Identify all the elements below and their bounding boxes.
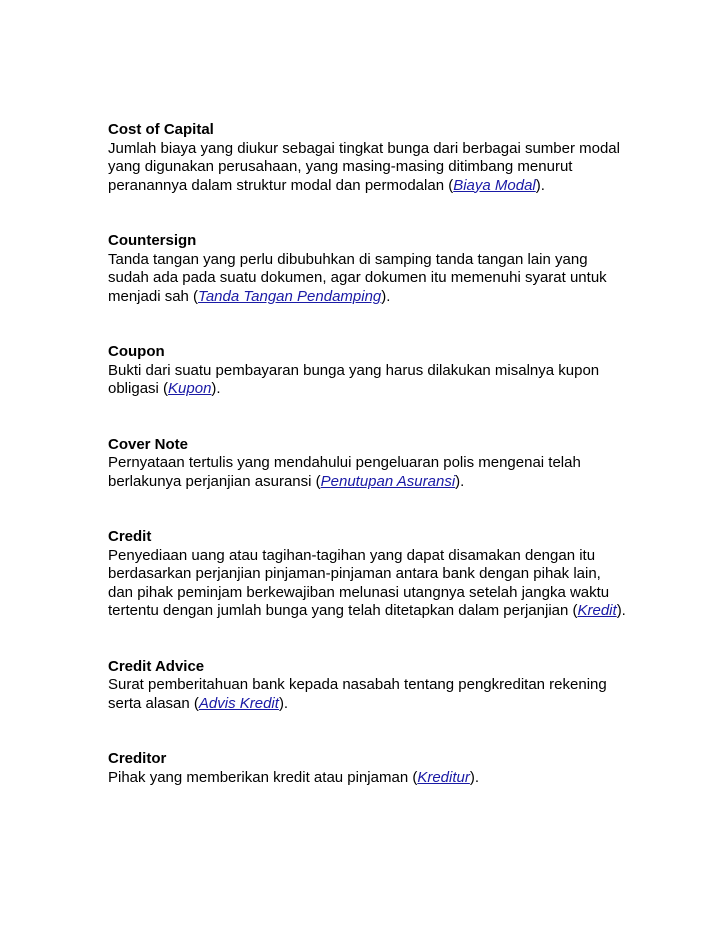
definition-suffix: ). [469,768,480,786]
glossary-entry-credit-advice [108,658,628,714]
entry-term: Coupon [108,343,165,360]
glossary-entry-cover-note [108,436,628,492]
translation-link[interactable]: Biaya Modal [453,176,536,194]
entry-term: Creditor [108,750,167,767]
entry-definition [108,362,628,399]
definition-suffix: ). [616,602,626,619]
definition-text: Surat pemberitahuan bank kepada nasabah tentang pengkreditan rekening serta alasan ( [108,676,607,712]
definition-text: Penyediaan uang atau tagihan-tagihan yang dapat disamakan dengan itu berdasarkan perjanjian pinjaman-pinjaman antara bank dengan pihak lain, dan pihak peminjam berkewajiban melunasi utangnya setelah jangka waktu tertentu dengan jumlah bunga yang telah ditetapkan dalam perjanjian ( [108,546,610,619]
definition-text: Pernyataan tertulis yang mendahului pengeluaran polis mengenai telah berlakunya perjanjian asuransi ( [108,454,581,490]
glossary-entry-credit [108,528,628,621]
translation-link[interactable]: Penutupan Asuransi [320,472,456,490]
glossary-entry-countersign [108,232,628,306]
translation-link[interactable]: Tanda Tangan Pendamping [198,287,382,305]
entry-term: Cover Note [108,435,189,453]
definition-suffix: ). [381,287,391,305]
entry-term: Credit [108,528,152,545]
definition-text: Bukti dari suatu pembayaran bunga yang harus dilakukan misalnya kupon obligasi ( [108,361,600,397]
definition-text: Jumlah biaya yang diukur sebagai tingkat bunga dari berbagai sumber modal yang digunakan perusahaan, yang masing-masing ditimbang menurut peranannya dalam struktur modal dan permodalan ( [108,139,620,194]
glossary-page [108,121,628,824]
glossary-entry-cost-of-capital [108,121,628,195]
glossary-entry-creditor [108,750,628,787]
entry-definition [108,454,628,491]
definition-suffix: ). [455,472,465,490]
glossary-entry-coupon [108,343,628,399]
entry-definition [108,769,628,788]
definition-suffix: ). [278,694,289,712]
definition-suffix: ). [535,176,545,194]
entry-definition [108,251,628,307]
entry-definition [108,547,628,621]
translation-link[interactable]: Kupon [168,380,212,397]
entry-term: Countersign [108,232,197,249]
translation-link[interactable]: Kredit [577,602,617,619]
definition-suffix: ). [211,380,221,397]
entry-term: Cost of Capital [108,121,214,138]
entry-term: Credit Advice [108,657,205,675]
entry-definition [108,676,628,713]
definition-text: Pihak yang memberikan kredit atau pinjaman ( [108,768,418,786]
definition-text: Tanda tangan yang perlu dibubuhkan di samping tanda tangan lain yang sudah ada pada suatu dokumen, agar dokumen itu memenuhi syarat untuk menjadi sah ( [108,250,607,305]
translation-link[interactable]: Advis Kredit [198,694,279,712]
translation-link[interactable]: Kreditur [417,768,470,786]
entry-definition [108,140,628,196]
